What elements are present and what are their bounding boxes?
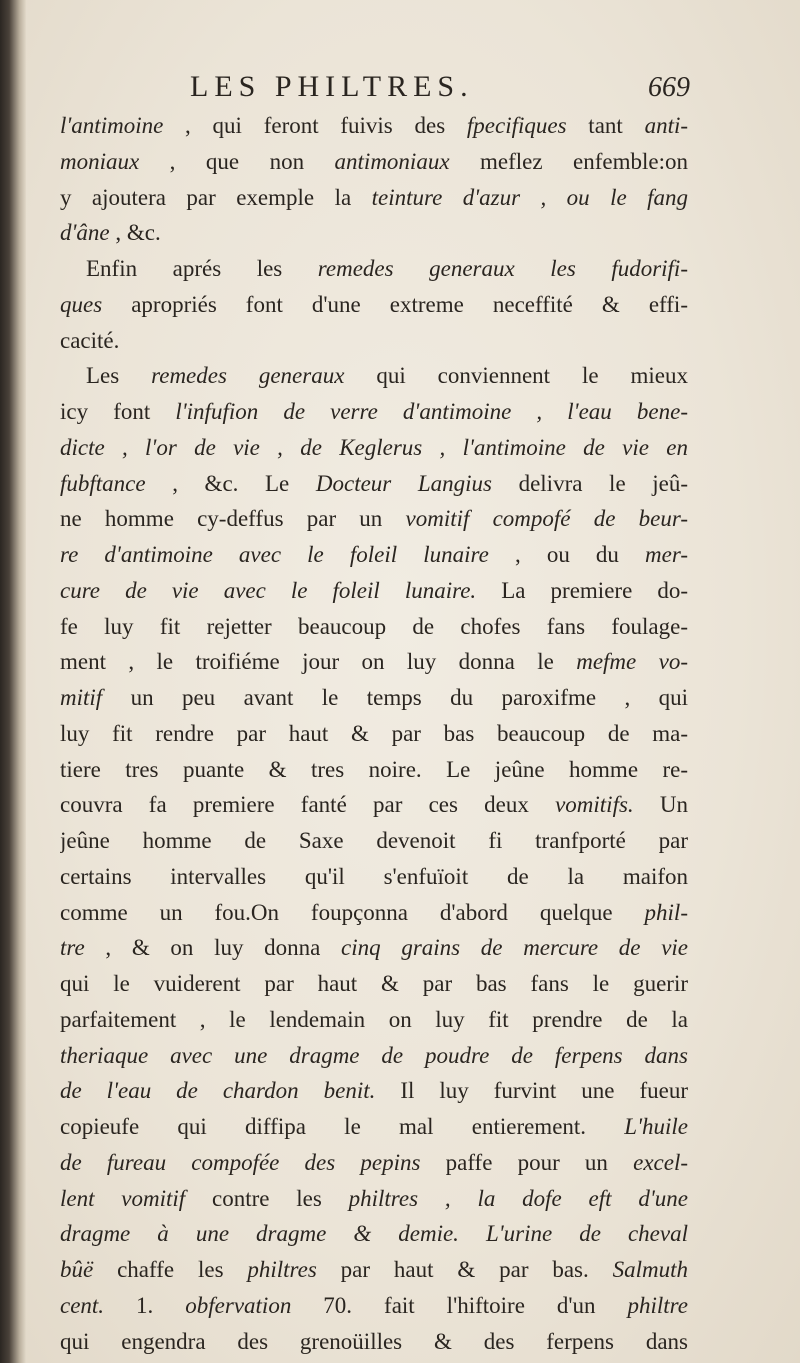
italic-text: cinq grains de mercure de vie <box>341 935 688 961</box>
italic-text: ques <box>60 291 103 317</box>
italic-text: philtres <box>247 1257 317 1282</box>
roman-text: , que non <box>139 148 335 174</box>
roman-text: Il luy furvint une fueur <box>375 1078 688 1104</box>
text-line <box>60 1109 688 1145</box>
italic-text: excel- <box>633 1149 688 1175</box>
italic-text: teinture d'azur , ou le fang <box>371 184 688 210</box>
italic-text: phil- <box>644 899 688 925</box>
roman-text: delivra le jeû- <box>491 470 688 496</box>
roman-text: tant <box>566 113 645 138</box>
roman-text: Un <box>633 792 688 818</box>
italic-text: l'antimoine <box>60 113 164 138</box>
text-line <box>60 859 688 895</box>
roman-text: ne homme cy-deffus par un <box>60 506 406 532</box>
roman-text: 1. <box>136 1292 186 1318</box>
italic-text: dragme à une dragme & demie. L'urine de cheval <box>60 1221 688 1247</box>
text-line <box>60 466 688 502</box>
text-line <box>60 430 688 466</box>
text-line <box>60 215 688 251</box>
roman-text: paffe pour un <box>420 1149 634 1175</box>
italic-text: cent. <box>60 1292 137 1318</box>
italic-text: Salmuth <box>612 1257 688 1282</box>
roman-text: qui engendra des grenoüilles & des ferpens dans <box>60 1328 688 1354</box>
italic-text: d'âne <box>60 220 110 246</box>
text-line <box>60 716 688 752</box>
text-line <box>60 1288 688 1324</box>
italic-text: theriaque avec une dragme de poudre de ferpens dans <box>60 1042 688 1068</box>
italic-text: vomitifs. <box>555 792 634 818</box>
italic-text: fubftance <box>60 470 146 496</box>
text-line <box>60 394 688 430</box>
text-line <box>60 501 688 537</box>
roman-text: contre les <box>185 1185 349 1211</box>
running-title: LES PHILTRES. <box>190 70 474 103</box>
body-text <box>60 108 688 1359</box>
text-line <box>60 1216 688 1252</box>
page-number: 669 <box>648 72 690 103</box>
italic-text: moniaux <box>60 148 140 174</box>
text-line <box>60 180 688 216</box>
roman-text: parfaitement , le lendemain on luy fit prendre de la <box>60 1006 688 1032</box>
italic-text: mer- <box>645 542 688 567</box>
italic-text: remedes generaux les fudorifi- <box>317 256 688 281</box>
roman-text: y ajoutera par exemple la <box>60 184 372 210</box>
italic-text: re d'antimoine avec le foleil lunaire <box>60 542 489 567</box>
text-line <box>60 1324 688 1360</box>
italic-text: dicte , l'or de vie , de Keglerus , l'antimoine de vie en <box>60 434 688 460</box>
roman-text: , qui feront fuivis des <box>163 113 467 138</box>
italic-text: mitif <box>60 685 103 710</box>
roman-text: comme un fou.On foupçonna d'abord quelque <box>60 899 645 925</box>
italic-text: de l'eau de chardon benit. <box>60 1078 376 1104</box>
roman-text: fe luy fit rejetter beaucoup de chofes fans foulage- <box>60 613 688 639</box>
roman-text: , &c. Le <box>145 470 316 496</box>
italic-text: antimoniaux <box>334 148 450 174</box>
italic-text: philtres , la dofe eft d'une <box>348 1185 688 1211</box>
roman-text: icy font <box>60 399 176 424</box>
roman-text: , & on luy donna <box>84 935 342 961</box>
roman-text: 70. fait l'hiftoire d'un <box>291 1292 628 1318</box>
text-line <box>60 1038 688 1074</box>
italic-text: lent vomitif <box>60 1185 186 1211</box>
roman-text: ment , le troifiéme jour on luy donna le <box>60 649 577 675</box>
text-line <box>60 323 688 359</box>
italic-text: remedes generaux <box>151 363 345 389</box>
roman-text: chaffe les <box>93 1257 248 1282</box>
text-line <box>60 752 688 788</box>
roman-text: La premiere do- <box>476 577 688 603</box>
roman-text: , ou du <box>488 542 646 567</box>
italic-text: tre <box>60 935 85 961</box>
roman-text: Enfin aprés les <box>86 256 318 281</box>
italic-text: vomitif compofé de beur- <box>405 506 688 532</box>
roman-text: cacité. <box>60 327 120 353</box>
text-line <box>60 573 688 609</box>
text-line <box>60 609 688 645</box>
book-spine-shadow <box>0 0 26 1363</box>
italic-text: l'infufion de verre d'antimoine , l'eau bene- <box>175 399 688 424</box>
roman-text: apropriés font d'une extreme neceffité & effi- <box>102 291 688 317</box>
text-line <box>60 1252 688 1288</box>
italic-text: Docteur Langius <box>315 470 492 496</box>
text-line <box>60 287 688 323</box>
roman-text: qui conviennent le mieux <box>344 363 688 389</box>
roman-text: meflez enfemble:on <box>449 148 688 174</box>
italic-text: fpecifiques <box>466 113 567 138</box>
roman-text: un peu avant le temps du paroxifme , qui <box>102 685 688 710</box>
text-line <box>60 358 688 394</box>
italic-text: mefme vo- <box>576 649 688 675</box>
italic-text: L'huile <box>624 1114 688 1139</box>
text-line <box>60 930 688 966</box>
italic-text: obfervation <box>185 1292 292 1318</box>
italic-text: philtre <box>627 1292 688 1318</box>
roman-text: qui le vuiderent par haut & par bas fans le guerir <box>60 971 688 996</box>
text-line <box>60 1002 688 1038</box>
italic-text: cure de vie avec le foleil lunaire. <box>60 577 477 603</box>
text-line <box>60 108 688 144</box>
roman-text: , &c. <box>109 220 161 246</box>
text-line <box>60 823 688 859</box>
text-line <box>60 680 688 716</box>
roman-text: tiere tres puante & tres noire. Le jeûne homme re- <box>60 756 688 782</box>
roman-text: jeûne homme de Saxe devenoit fi tranfporté par <box>60 828 688 853</box>
roman-text: par haut & par bas. <box>316 1257 613 1282</box>
text-line <box>60 1073 688 1109</box>
roman-text: luy fit rendre par haut & par bas beaucoup de ma- <box>60 720 688 746</box>
text-line <box>60 537 688 573</box>
text-line <box>60 644 688 680</box>
italic-text: de fureau compofée des pepins <box>60 1149 421 1175</box>
text-line <box>60 895 688 931</box>
text-line <box>60 144 688 180</box>
text-line <box>60 787 688 823</box>
roman-text: Les <box>86 363 152 389</box>
roman-text: couvra fa premiere fanté par ces deux <box>60 792 556 818</box>
roman-text: certains intervalles qu'il s'enfuïoit de la maifon <box>60 863 688 889</box>
text-line <box>60 1181 688 1217</box>
italic-text: anti- <box>644 113 688 138</box>
italic-text: bûë <box>60 1257 94 1282</box>
text-line <box>60 251 688 287</box>
roman-text: copieufe qui diffipa le mal entierement. <box>60 1114 625 1139</box>
text-line <box>60 1145 688 1181</box>
text-line <box>60 966 688 1002</box>
